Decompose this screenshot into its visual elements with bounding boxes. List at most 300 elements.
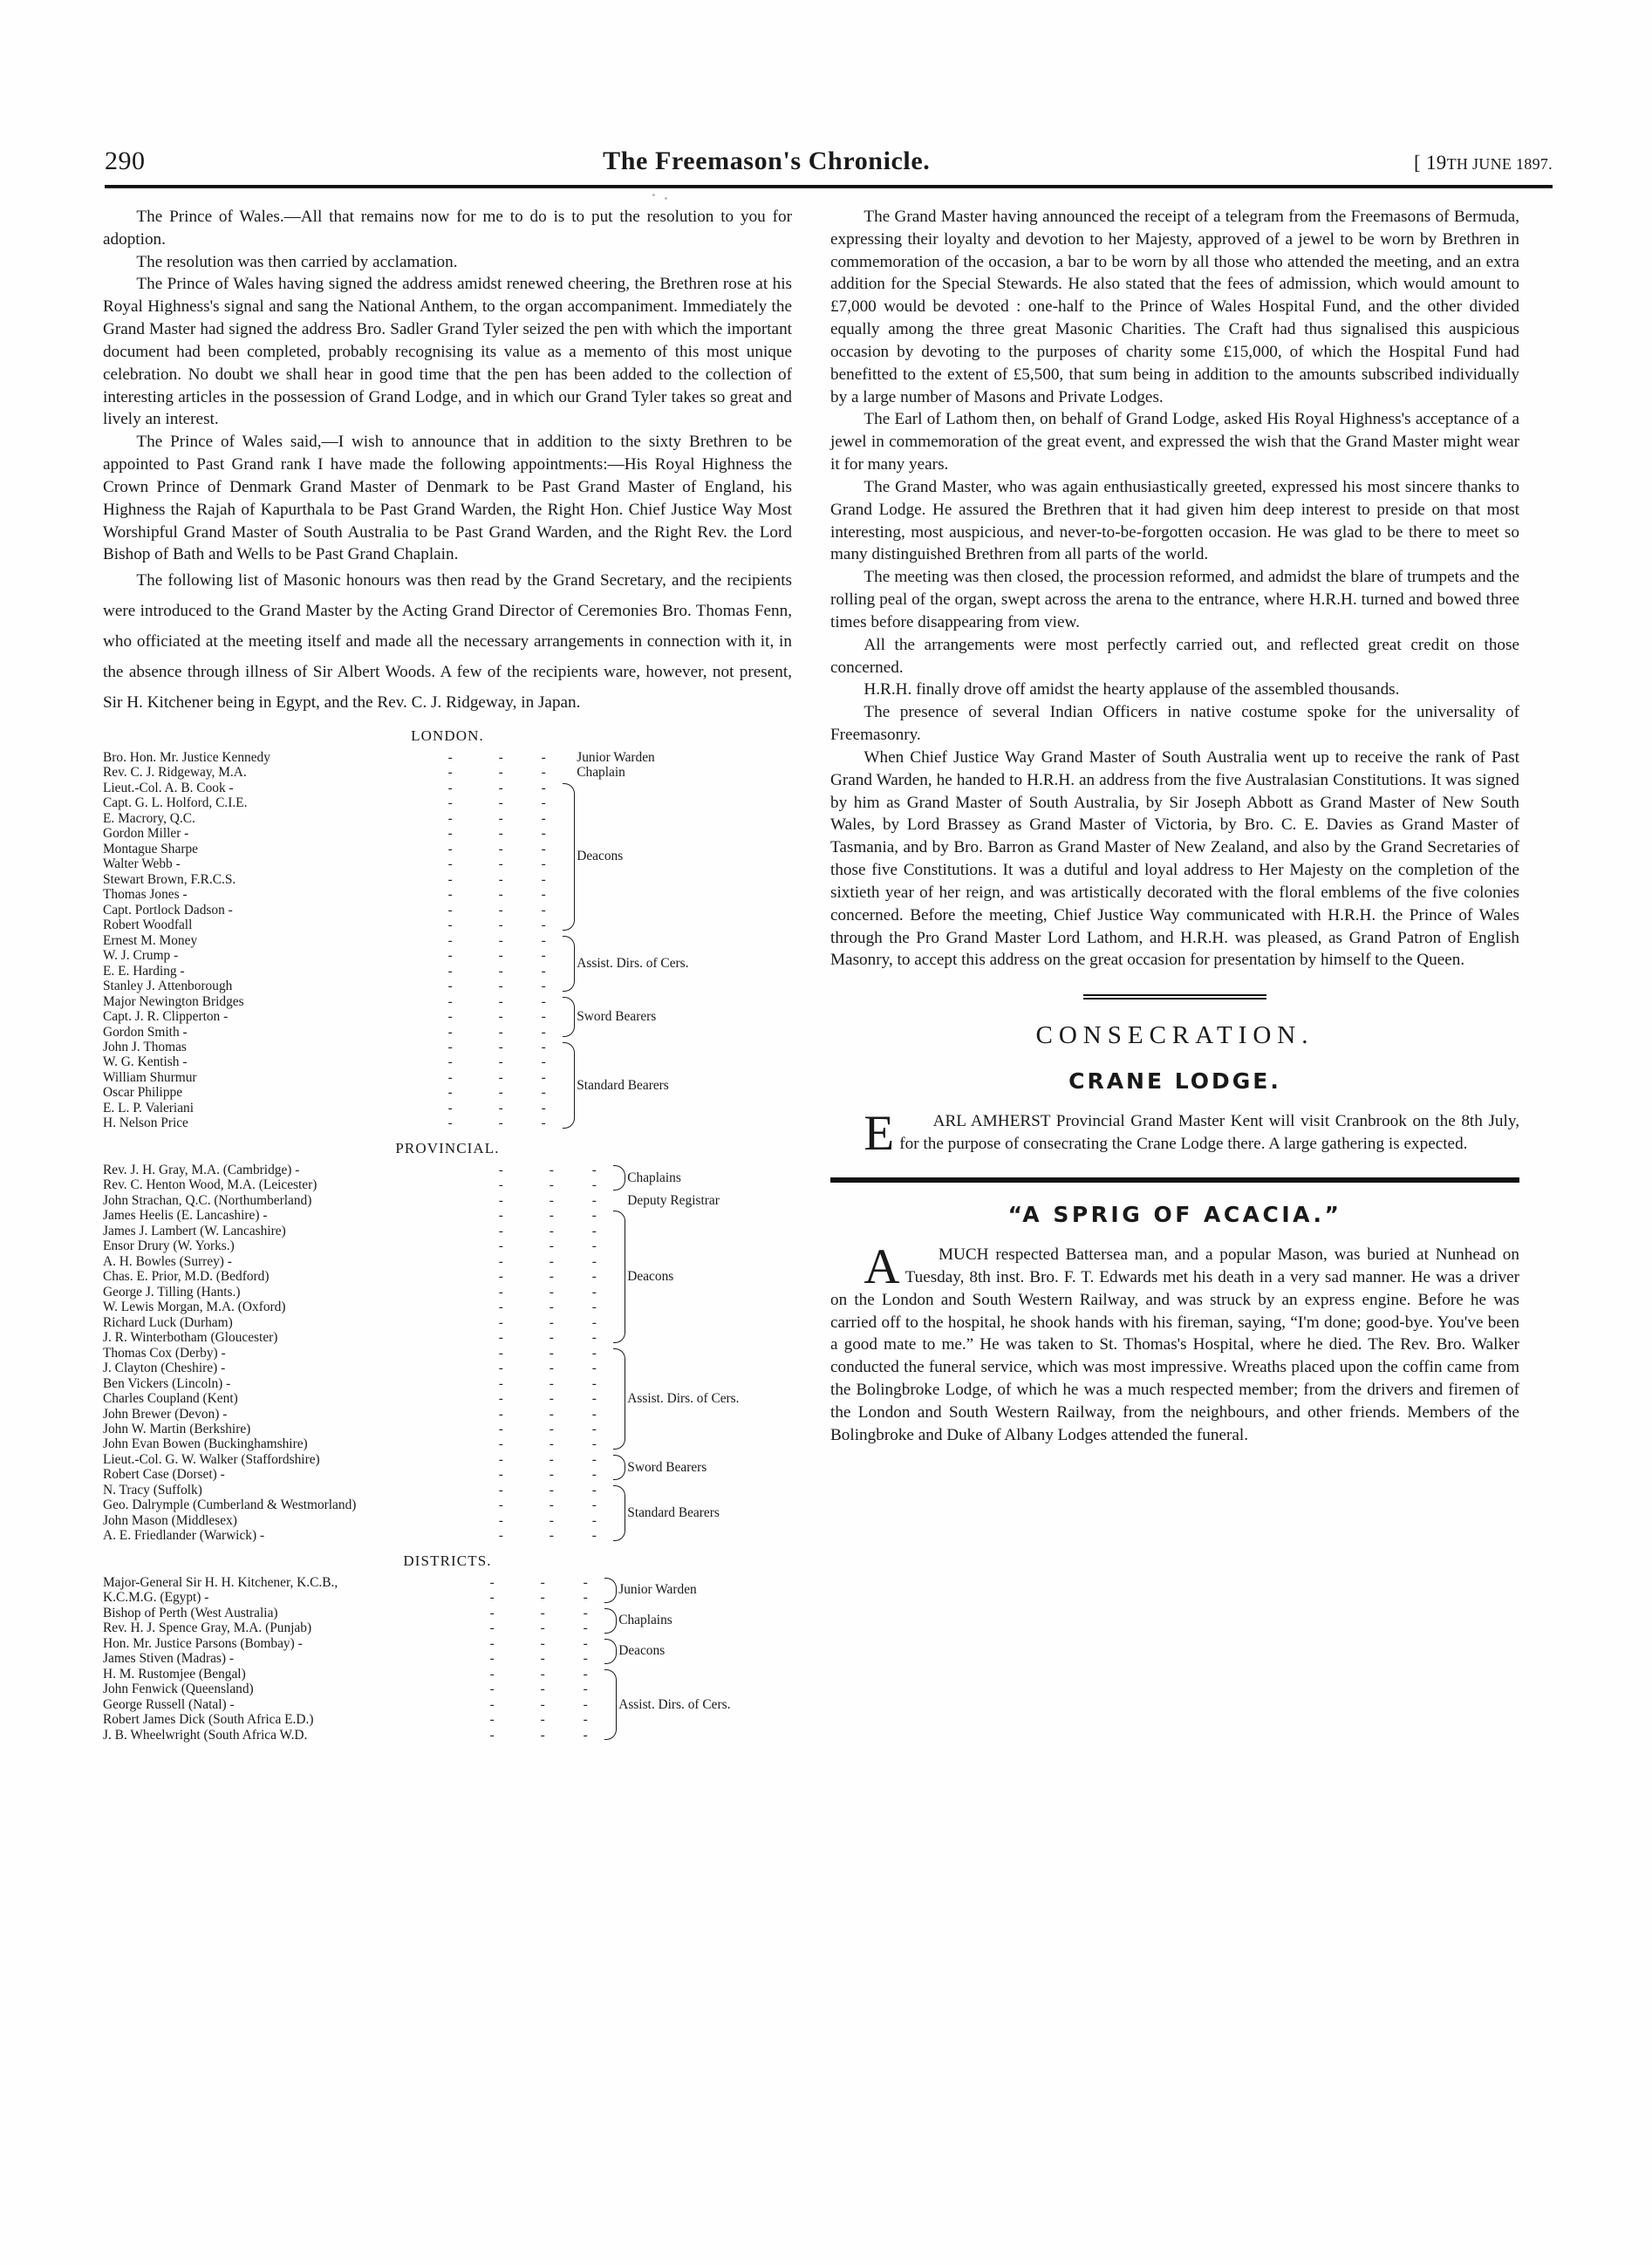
honour-role-label: Deacons — [618, 1643, 666, 1659]
honouree-name: John Brewer (Devon) - — [103, 1406, 228, 1422]
leader-dot: - — [489, 1574, 495, 1590]
brace-glyph — [613, 1455, 625, 1480]
leader-dot: - — [591, 1269, 597, 1285]
honouree-name: Capt. J. R. Clipperton - — [103, 1009, 229, 1025]
leader-dot: - — [498, 993, 503, 1009]
issue-date — [1414, 152, 1553, 174]
leader-dot: - — [540, 1682, 545, 1697]
consecration-body: ARL AMHERST Provincial Grand Master Kent will visit Cranbrook on the 8th July, for the purpose of consecrating the Crane Lodge there. A large gathering is expected. — [899, 1111, 1519, 1153]
group-brace — [603, 1667, 618, 1743]
leader-dot: - — [541, 979, 546, 994]
honour-role-label: Chaplains — [627, 1170, 681, 1185]
honour-role-label: Chaplain — [577, 765, 625, 781]
leader-dot: - — [540, 1666, 545, 1682]
crane-lodge-heading: CRANE LODGE. — [1068, 1068, 1281, 1095]
leader-dot: - — [591, 1345, 597, 1361]
leader-dot: - — [591, 1208, 597, 1224]
leader-dot: - — [591, 1162, 597, 1177]
paragraph: The Prince of Wales said,—I wish to announce that in addition to the sixty Brethren to be appointed to Past Grand rank I have made the following appointments:—His Royal Highness the Crown Prince of Denmark Grand Master of Denmark to be Past Grand Master of England, his Highness the Rajah of Kapurthala to be Past Grand Warden, the Right Hon. Chief Justice Way Most Worshipful Grand Master of South Australia to be Past Grand Warden, and the Right Rev. the Lord Bishop of Bath and Wells to be Past Grand Chaplain. — [103, 433, 792, 564]
leader-dot: - — [541, 765, 546, 781]
leader-dot: - — [447, 993, 453, 1009]
paragraph: The meeting was then closed, the procession reformed, and admidst the blare of trumpets and the rolling peal of the organ, swept across the arena to the entrance, where H.R.H. turned and bowed three times before disappearing from view. — [830, 568, 1519, 631]
honouree-name: Bro. Hon. Mr. Justice Kennedy — [103, 749, 270, 765]
leader-dot: - — [591, 1482, 597, 1497]
honouree-name: Walter Webb - — [103, 856, 181, 872]
paragraph: The Grand Master having announced the receipt of a telegram from the Freemasons of Bermuda, expressing their loyalty and devotion to her Majesty, approved of a jewel to be worn by Brethren in commemoration of the occasion, a bar to be worn by all those who attended the meeting, and an extra addition for the Special Stewards. He also stated that the fees of admission, which would amount to £7,000 would be devoted : one-half to the Prince of Wales Hospital Fund, and the other divided equally among the three great Masonic Charities. The Craft had thus signalised this auspicious occasion by devoting to the purposes of charity some £15,000, of which the Hospital Fund had benefitted to the extent of £5,500, that sum being in addition to the amounts subscribed individually by a large number of Masons and Private Lodges. — [830, 208, 1519, 406]
leader-dot: - — [583, 1682, 588, 1697]
leader-dot: - — [498, 1069, 503, 1085]
leader-dot: - — [498, 1314, 503, 1330]
leader-dot: - — [549, 1422, 554, 1436]
group-brace — [561, 1040, 577, 1131]
leader-dot: - — [498, 1024, 503, 1040]
leader-dot: - — [447, 841, 453, 856]
leader-dot: - — [591, 1406, 597, 1422]
journal-title: The Freemason's Chronicle. — [603, 147, 931, 175]
leader-dot: - — [549, 1375, 554, 1391]
leader-dot: - — [540, 1605, 545, 1620]
table-row — [103, 1606, 792, 1620]
leader-dot: - — [541, 841, 546, 856]
leader-dot: - — [447, 1009, 453, 1025]
leader-dot: - — [583, 1605, 588, 1620]
leader-dot: - — [591, 1528, 597, 1544]
leader-dot: - — [498, 1361, 503, 1376]
paragraph: The Prince of Wales having signed the address amidst renewed cheering, the Brethren rose at his Royal Highness's signal and sang the National Anthem, to the organ accompaniment. Immediately the Grand Master had signed the address Bro. Sadler Grand Tyler seized the pen with which the important document had been completed, probably recognising its value as a memento of this most unique celebration. No doubt we shall hear in good time that the pen has been added to the collection of interesting articles in the possession of Grand Lodge, and in which our Grand Tyler takes so great and lively an interest. — [103, 275, 792, 429]
leader-dot: - — [498, 979, 503, 994]
consecration-heading: CONSECRATION. — [1035, 1021, 1314, 1050]
leader-dot: - — [541, 856, 546, 872]
paragraph: All the arrangements were most perfectly carried out, and reflected great credit on those concerned. — [830, 635, 1519, 677]
leader-dot: - — [549, 1406, 554, 1422]
leader-dot: - — [549, 1497, 554, 1513]
leader-dot: - — [549, 1512, 554, 1528]
leader-dot: - — [447, 932, 453, 948]
paragraph: The Prince of Wales.—All that remains now for me to do is to put the resolution to you for adoption. — [103, 208, 792, 249]
table-row — [103, 750, 792, 765]
masthead — [105, 147, 1553, 176]
leader-dot: - — [541, 1024, 546, 1040]
leader-dot: - — [583, 1574, 588, 1590]
honours-section-heading: DISTRICTS. — [403, 1552, 492, 1569]
leader-dot: - — [498, 1284, 503, 1300]
honouree-name: Thomas Cox (Derby) - — [103, 1345, 226, 1361]
honouree-name: William Shurmur — [103, 1069, 197, 1085]
leader-dot: - — [498, 795, 503, 811]
leader-dot: - — [489, 1635, 495, 1651]
leader-dot: - — [541, 826, 546, 842]
honour-role-label: Assist. Dirs. of Cers. — [627, 1391, 740, 1407]
honouree-name: J. B. Wheelwright (South Africa W.D. — [103, 1727, 308, 1743]
honouree-name: Montague Sharpe — [103, 841, 198, 856]
honouree-name: Hon. Mr. Justice Parsons (Bombay) - — [103, 1635, 303, 1651]
honouree-name: James Stiven (Madras) - — [103, 1651, 235, 1667]
paragraph: The presence of several Indian Officers in native costume spoke for the universality of Freemasonry. — [830, 703, 1519, 745]
table-row — [103, 1208, 792, 1223]
honour-role-label: Sword Bearers — [577, 1009, 657, 1025]
leader-dot: - — [498, 1177, 503, 1193]
honouree-name: George Russell (Natal) - — [103, 1696, 235, 1712]
leader-dot: - — [447, 1085, 453, 1101]
leader-dot: - — [498, 856, 503, 872]
leader-dot: - — [498, 1497, 503, 1513]
group-brace — [561, 933, 577, 994]
leader-dot: - — [541, 1115, 546, 1131]
leader-dot: - — [498, 1300, 503, 1315]
leader-dot: - — [549, 1451, 554, 1467]
paragraph: The Grand Master, who was again enthusiastically greeted, expressed his most sincere thanks to Grand Lodge. He assured the Brethren that it had given him deep interest to preside on that most interesting, most auspicious, and never-to-be-forgotten occasion. He was glad to be there to meet so many distinguished Brethren from all parts of the world. — [830, 477, 1519, 564]
leader-dot: - — [541, 1069, 546, 1085]
leader-dot: - — [489, 1666, 495, 1682]
leader-dot: - — [447, 765, 453, 781]
leader-dot: - — [591, 1436, 597, 1452]
issue-year: 1897. — [1512, 155, 1553, 173]
leader-dot: - — [591, 1467, 597, 1483]
honouree-name: John J. Thomas — [103, 1040, 187, 1054]
leader-dot: - — [447, 871, 453, 887]
honouree-name: John Fenwick (Queensland) — [103, 1682, 254, 1697]
acacia-body: MUCH respected Battersea man, and a popular Mason, was buried at Nunhead on Tuesday, 8th inst. Bro. F. T. Edwards met his death in a very sad manner. He was a driver on the London and South Western Railway, and was struck by an express engine. Before he was carried off to the hospital, he shook hands with his fireman, saying, “I'm done; good-bye. You've been a good mate to me.” He was taken to St. Thomas's Hospital, where he died. The Rev. Bro. Walker conducted the funeral service, which was most impressive. Wreaths placed upon the coffin came from the Bolingbroke Lodge, of which he was a much respected member; from the drivers and firemen of the London and South Western Railway, from the neighbours, and other friends. Members of the Bolingbroke and Duke of Albany Lodges attended the funeral. — [830, 1245, 1519, 1444]
brace-glyph — [613, 1165, 625, 1190]
leader-dot: - — [540, 1727, 545, 1743]
table-row — [103, 994, 792, 1009]
honouree-name: John Mason (Middlesex) — [103, 1512, 237, 1528]
leader-dot: - — [541, 932, 546, 948]
leader-dot: - — [498, 1330, 503, 1346]
honouree-name: H. M. Rustomjee (Bengal) — [103, 1666, 246, 1682]
leader-dot: - — [489, 1727, 495, 1743]
honouree-name: A. H. Bowles (Surrey) - — [103, 1253, 232, 1269]
leader-dot: - — [447, 749, 453, 765]
leader-dot: - — [583, 1635, 588, 1651]
leader-dot: - — [498, 1192, 503, 1208]
leader-dot: - — [583, 1712, 588, 1728]
leader-dot: - — [541, 993, 546, 1009]
honours-intro-paragraph: The following list of Masonic honours was then read by the Grand Secretary, and the recipients were introduced to the Grand Master by the Acting Grand Director of Ceremonies Bro. Thomas Fenn, who officiated at the meeting itself and made all the necessary arrangements in connection with it, in the absence through illness of Sir Albert Woods. A few of the recipients ware, however, not present, Sir H. Kitchener being in Egypt, and the Rev. C. J. Ridgeway, in Japan. — [103, 571, 792, 712]
table-row — [103, 1483, 792, 1497]
leader-dot: - — [591, 1238, 597, 1254]
honouree-name: Ensor Drury (W. Yorks.) — [103, 1238, 235, 1254]
honouree-name: Oscar Philippe — [103, 1085, 183, 1101]
honouree-name: W. G. Kentish - — [103, 1054, 188, 1070]
leader-dot: - — [540, 1712, 545, 1728]
leader-dot: - — [540, 1574, 545, 1590]
leader-dot: - — [549, 1177, 554, 1193]
issue-month: JUNE — [1468, 155, 1512, 173]
leader-dot: - — [541, 810, 546, 826]
table-row — [103, 781, 792, 795]
leader-dot: - — [498, 1269, 503, 1285]
honours-section-heading: PROVINCIAL. — [395, 1139, 500, 1156]
leader-dot: - — [591, 1177, 597, 1193]
group-brace — [611, 1483, 627, 1544]
honouree-name: Rev. H. J. Spence Gray, M.A. (Punjab) — [103, 1620, 312, 1636]
leader-dot: - — [447, 810, 453, 826]
leader-dot: - — [591, 1361, 597, 1376]
issue-bracket: [ 19 — [1413, 152, 1447, 174]
leader-dot: - — [541, 963, 546, 979]
leader-dot: - — [549, 1314, 554, 1330]
honour-role-label: Junior Warden — [577, 749, 655, 765]
leader-dot: - — [541, 948, 546, 964]
leader-dot: - — [498, 1054, 503, 1070]
honouree-name: J. Clayton (Cheshire) - — [103, 1361, 226, 1376]
honouree-name: E. Macrory, Q.C. — [103, 810, 195, 826]
leader-dot: - — [498, 1115, 503, 1131]
leader-dot: - — [540, 1696, 545, 1712]
scan-speck — [665, 197, 667, 200]
honour-role-label: Deacons — [577, 849, 624, 864]
honour-role-label: Sword Bearers — [627, 1459, 707, 1475]
honouree-name: Major-General Sir H. H. Kitchener, K.C.B., — [103, 1574, 338, 1590]
group-brace — [611, 1208, 627, 1345]
leader-dot: - — [583, 1727, 588, 1743]
leader-dot: - — [447, 1100, 453, 1115]
paragraph: The resolution was then carried by acclamation. — [136, 252, 458, 271]
honouree-name: Stanley J. Attenborough — [103, 979, 233, 994]
brace-glyph — [604, 1669, 617, 1740]
honouree-name: John Strachan, Q.C. (Northumberland) — [103, 1192, 312, 1208]
honouree-name: K.C.M.G. (Egypt) - — [103, 1590, 209, 1606]
paragraph: The Earl of Lathom then, on behalf of Grand Lodge, asked His Royal Highness's acceptance of a jewel in commemoration of the great event, and expressed the wish that the Grand Master might wear it for many years. — [830, 410, 1519, 474]
honouree-name: George J. Tilling (Hants.) — [103, 1284, 241, 1300]
leader-dot: - — [591, 1284, 597, 1300]
leader-dot: - — [447, 1054, 453, 1070]
brace-glyph — [613, 1211, 625, 1342]
leader-dot: - — [498, 1085, 503, 1101]
brace-glyph — [613, 1485, 625, 1541]
masthead-rule — [105, 185, 1553, 188]
leader-dot: - — [498, 1162, 503, 1177]
leader-dot: - — [489, 1620, 495, 1636]
leader-dot: - — [583, 1666, 588, 1682]
leader-dot: - — [549, 1300, 554, 1315]
leader-dot: - — [549, 1391, 554, 1407]
honour-role-label: Assist. Dirs. of Cers. — [577, 955, 689, 971]
honour-role-label: Standard Bearers — [577, 1077, 669, 1093]
leader-dot: - — [498, 1040, 503, 1054]
leader-dot: - — [591, 1192, 597, 1208]
leader-dot: - — [498, 1406, 503, 1422]
table-row — [103, 1667, 792, 1682]
table-row — [103, 933, 792, 948]
honouree-name: James Heelis (E. Lancashire) - — [103, 1208, 268, 1224]
group-brace — [611, 1193, 627, 1208]
honouree-name: Ben Vickers (Lincoln) - — [103, 1375, 231, 1391]
leader-dot: - — [447, 948, 453, 964]
leader-dot: - — [498, 1422, 503, 1436]
leader-dot: - — [541, 1054, 546, 1070]
leader-dot: - — [498, 1009, 503, 1025]
honouree-name: J. R. Winterbotham (Gloucester) — [103, 1330, 278, 1346]
leader-dot: - — [591, 1391, 597, 1407]
honours-table — [103, 1575, 792, 1743]
leader-dot: - — [549, 1238, 554, 1254]
table-row — [103, 1636, 792, 1651]
leader-dot: - — [447, 1115, 453, 1131]
group-brace — [603, 1636, 618, 1667]
leader-dot: - — [447, 1024, 453, 1040]
brace-glyph — [604, 1578, 617, 1603]
leader-dot: - — [498, 963, 503, 979]
leader-dot: - — [541, 1100, 546, 1115]
brace-glyph — [604, 1639, 617, 1664]
leader-dot: - — [498, 1436, 503, 1452]
brace-glyph — [563, 936, 575, 992]
honouree-name: Geo. Dalrymple (Cumberland & Westmorland) — [103, 1497, 357, 1513]
leader-dot: - — [498, 918, 503, 933]
leader-dot: - — [498, 1238, 503, 1254]
leader-dot: - — [549, 1345, 554, 1361]
leader-dot: - — [498, 1482, 503, 1497]
leader-dot: - — [489, 1590, 495, 1606]
brace-glyph — [563, 997, 575, 1037]
honouree-name: W. J. Crump - — [103, 948, 179, 964]
left-column — [103, 206, 792, 1743]
table-row — [103, 1346, 792, 1361]
leader-dot: - — [540, 1635, 545, 1651]
leader-dot: - — [498, 780, 503, 795]
leader-dot: - — [583, 1620, 588, 1636]
drop-cap-a: A — [864, 1239, 900, 1295]
honouree-name: E. L. P. Valeriani — [103, 1100, 195, 1115]
leader-dot: - — [540, 1651, 545, 1667]
leader-dot: - — [549, 1467, 554, 1483]
leader-dot: - — [498, 948, 503, 964]
paragraph: H.R.H. finally drove off amidst the hearty applause of the assembled thousands. — [864, 680, 1400, 699]
group-brace — [561, 994, 577, 1040]
leader-dot: - — [540, 1590, 545, 1606]
group-brace — [561, 781, 577, 933]
leader-dot: - — [549, 1482, 554, 1497]
section-divider-thick — [830, 1177, 1519, 1183]
leader-dot: - — [447, 1040, 453, 1054]
honouree-name: Rev. C. J. Ridgeway, M.A. — [103, 765, 247, 781]
leader-dot: - — [541, 1009, 546, 1025]
acacia-heading: “A SPRIG OF ACACIA.” — [1007, 1202, 1342, 1228]
group-brace — [611, 1163, 627, 1193]
leader-dot: - — [489, 1651, 495, 1667]
honouree-name: Robert Case (Dorset) - — [103, 1467, 225, 1483]
leader-dot: - — [447, 780, 453, 795]
leader-dot: - — [498, 1345, 503, 1361]
leader-dot: - — [591, 1223, 597, 1238]
leader-dot: - — [498, 749, 503, 765]
leader-dot: - — [540, 1620, 545, 1636]
honour-role-label: Chaplains — [618, 1613, 672, 1628]
leader-dot: - — [498, 871, 503, 887]
leader-dot: - — [447, 902, 453, 918]
honouree-name: Ernest M. Money — [103, 932, 198, 948]
section-divider-thin — [1083, 994, 1266, 999]
leader-dot: - — [591, 1300, 597, 1315]
leader-dot: - — [541, 1040, 546, 1054]
leader-dot: - — [549, 1361, 554, 1376]
honouree-name: W. Lewis Morgan, M.A. (Oxford) — [103, 1300, 286, 1315]
leader-dot: - — [447, 918, 453, 933]
issue-ordinal: TH — [1446, 155, 1469, 173]
table-row — [103, 1163, 792, 1177]
honour-role-label: Standard Bearers — [627, 1505, 720, 1521]
leader-dot: - — [549, 1528, 554, 1544]
leader-dot: - — [541, 795, 546, 811]
honouree-name: N. Tracy (Suffolk) — [103, 1482, 202, 1497]
honouree-name: Robert James Dick (South Africa E.D.) — [103, 1712, 314, 1728]
honouree-name: Charles Coupland (Kent) — [103, 1391, 238, 1407]
leader-dot: - — [498, 1375, 503, 1391]
honouree-name: Stewart Brown, F.R.C.S. — [103, 871, 236, 887]
leader-dot: - — [498, 1512, 503, 1528]
table-row — [103, 1193, 792, 1208]
leader-dot: - — [498, 887, 503, 903]
honouree-name: Gordon Miller - — [103, 826, 189, 842]
table-row — [103, 1575, 792, 1590]
honours-table — [103, 750, 792, 1131]
consecration-paragraph — [830, 1105, 1519, 1161]
leader-dot: - — [591, 1512, 597, 1528]
leader-dot: - — [489, 1696, 495, 1712]
leader-dot: - — [541, 902, 546, 918]
leader-dot: - — [498, 1100, 503, 1115]
leader-dot: - — [541, 780, 546, 795]
group-brace — [611, 1346, 627, 1452]
honour-role-label: Deacons — [627, 1269, 674, 1285]
leader-dot: - — [549, 1253, 554, 1269]
leader-dot: - — [498, 902, 503, 918]
honours-section-heading: LONDON. — [411, 727, 484, 744]
leader-dot: - — [541, 1085, 546, 1101]
leader-dot: - — [541, 918, 546, 933]
honours-table — [103, 1163, 792, 1544]
group-brace — [603, 1575, 618, 1606]
group-brace — [611, 1452, 627, 1483]
honouree-name: Rev. C. Henton Wood, M.A. (Leicester) — [103, 1177, 317, 1193]
table-row — [103, 1452, 792, 1467]
honour-role-label: Junior Warden — [618, 1582, 697, 1598]
leader-dot: - — [591, 1422, 597, 1436]
leader-dot: - — [498, 1253, 503, 1269]
leader-dot: - — [498, 810, 503, 826]
honouree-name: Gordon Smith - — [103, 1024, 188, 1040]
brace-glyph — [563, 783, 575, 931]
scan-speck — [652, 194, 655, 196]
honouree-name: Thomas Jones - — [103, 887, 188, 903]
leader-dot: - — [498, 1528, 503, 1544]
honouree-name: Lieut.-Col. A. B. Cook - — [103, 780, 234, 795]
leader-dot: - — [549, 1162, 554, 1177]
right-column — [830, 206, 1519, 1447]
leader-dot: - — [498, 932, 503, 948]
honouree-name: John W. Martin (Berkshire) — [103, 1422, 251, 1436]
leader-dot: - — [498, 1223, 503, 1238]
honour-role-label: Assist. Dirs. of Cers. — [618, 1696, 731, 1712]
leader-dot: - — [498, 1208, 503, 1224]
leader-dot: - — [549, 1330, 554, 1346]
honours-lists — [103, 727, 792, 1743]
drop-cap-e: E — [864, 1105, 895, 1161]
leader-dot: - — [498, 1451, 503, 1467]
honouree-name: Rev. J. H. Gray, M.A. (Cambridge) - — [103, 1162, 300, 1177]
honouree-name: Major Newington Bridges — [103, 993, 244, 1009]
honouree-name: Chas. E. Prior, M.D. (Bedford) — [103, 1269, 270, 1285]
leader-dot: - — [541, 749, 546, 765]
honour-role-label: Deputy Registrar — [627, 1192, 720, 1208]
leader-dot: - — [591, 1253, 597, 1269]
honouree-name: Robert Woodfall — [103, 918, 193, 933]
leader-dot: - — [591, 1375, 597, 1391]
leader-dot: - — [489, 1605, 495, 1620]
leader-dot: - — [498, 826, 503, 842]
